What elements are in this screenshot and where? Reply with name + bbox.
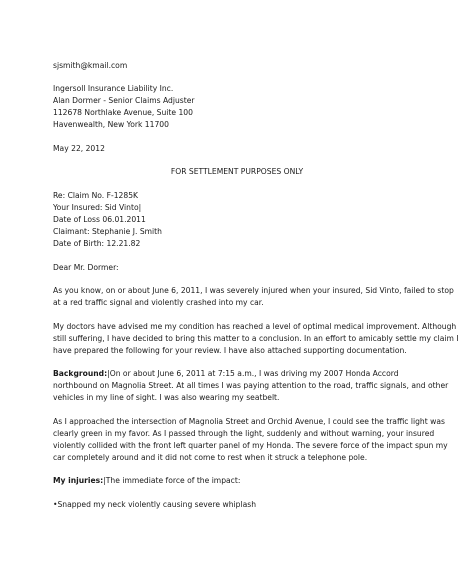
background-line-2: northbound on Magnolia Street. At all times I was paying attention to the road, traffic signals, and other [53, 381, 449, 390]
settlement-heading: FOR SETTLEMENT PURPOSES ONLY [170, 167, 304, 176]
paragraph-2-line-1: My doctors have advised me my condition has reached a level of optimal medical improvement. Although [53, 322, 457, 331]
paragraph-4-line-1: As I approached the intersection of Magnolia Street and Orchid Avenue, I could see the traffic light was [53, 417, 445, 426]
loss-date: Date of Loss 06.01.2011 [53, 215, 146, 224]
insured-name-text: Your Insured: Sid Vinto [53, 203, 139, 212]
paragraph-4-line-2: clearly green in my favor. As I passed through the light, suddenly and without warning, your insured [53, 429, 435, 438]
injuries-line [53, 476, 240, 486]
paragraph-1-line-2: at a red traffic signal and violently crashed into my car. [53, 298, 264, 307]
background-text: On or about June 6, 2011 at 7:15 a.m., I was driving my 2007 Honda Accord [109, 369, 399, 378]
injuries-text: The immediate force of the impact: [105, 476, 241, 485]
insured-name [53, 203, 141, 213]
recipient-name-title: Alan Dormer - Senior Claims Adjuster [53, 96, 195, 105]
claim-number: Re: Claim No. F-1285K [53, 191, 138, 200]
recipient-address-line-1: 112678 Northlake Avenue, Suite 100 [53, 108, 193, 117]
text-cursor: | [107, 369, 110, 378]
background-label: Background: [53, 369, 108, 378]
recipient-company: Ingersoll Insurance Liability Inc. [53, 84, 174, 93]
text-cursor: | [138, 203, 142, 212]
claimant-dob: Date of Birth: 12.21.82 [53, 239, 141, 248]
claimant-name: Claimant: Stephanie J. Smith [53, 227, 162, 236]
letter-date: May 22, 2012 [53, 144, 105, 153]
background-line-3: vehicles in my line of sight. I was also wearing my seatbelt. [53, 393, 280, 402]
text-cursor: | [103, 476, 106, 485]
injury-bullet-1: •Snapped my neck violently causing severe whiplash [53, 500, 257, 509]
injuries-label: My injuries: [53, 476, 104, 485]
background-line-1 [53, 369, 399, 379]
paragraph-1-line-1: As you know, on or about June 6, 2011, I was severely injured when your insured, Sid Vinto, failed to stop [53, 286, 454, 295]
recipient-address-line-2: Havenwealth, New York 11700 [53, 120, 169, 129]
paragraph-2-line-3: have prepared the following for your review. I have also attached supporting documentation. [53, 346, 407, 355]
paragraph-4-line-3: violently collided with the front left quarter panel of my Honda. The severe force of the impact spun my [53, 441, 448, 450]
paragraph-4-line-4: car completely around and it did not come to rest when it struck a telephone pole. [53, 453, 368, 462]
salutation: Dear Mr. Dormer: [53, 263, 119, 272]
paragraph-2-line-2: still suffering, I have decided to bring this matter to a conclusion. In an effort to amicably settle my claim I [53, 334, 459, 343]
sender-email: sjsmith@kmail.com [53, 61, 128, 70]
